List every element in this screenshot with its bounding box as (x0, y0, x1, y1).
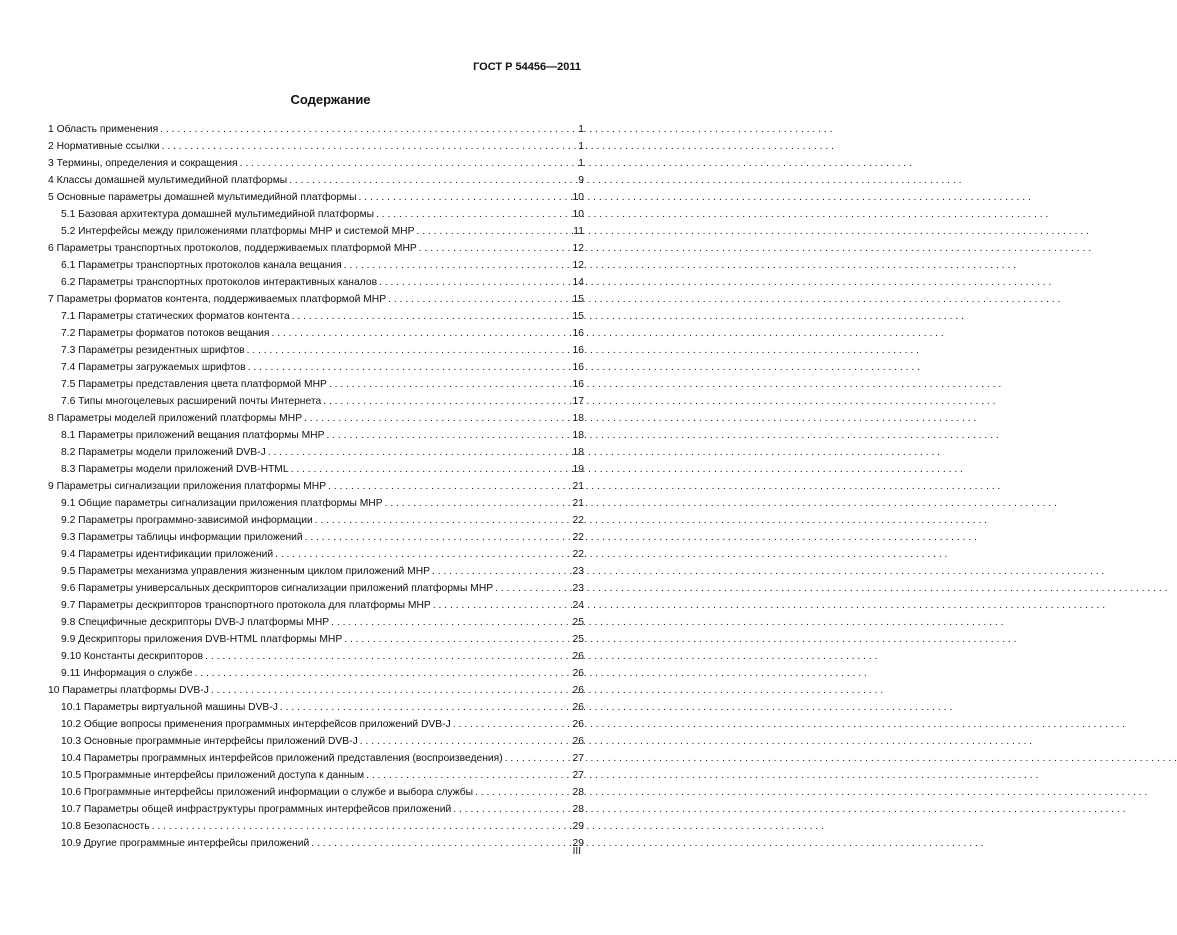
toc-entry-title: 8 Параметры моделей приложений платформы МНР (48, 413, 303, 424)
toc-dot-leader (432, 565, 571, 578)
toc-entry-title: 10.7 Параметры общей инфраструктуры программных интерфейсов приложений (61, 804, 452, 815)
toc-entry (48, 765, 584, 782)
toc-dot-leader (453, 718, 571, 731)
toc-entry-title: 7.2 Параметры форматов потоков вещания (61, 328, 270, 339)
toc-entry (48, 833, 584, 850)
toc-entry-title: 5.1 Базовая архитектура домашней мультимедийной платформы (61, 209, 375, 220)
toc-entry (48, 714, 584, 731)
toc-entry-title: 7.5 Параметры представления цвета платформой МНР (61, 379, 327, 390)
toc-dot-leader (160, 123, 572, 136)
toc-dot-leader (291, 463, 571, 476)
toc-entry-title: 6 Параметры транспортных протоколов, поддерживаемых платформой МНР (48, 243, 417, 254)
toc-entry-page: 18 (572, 447, 584, 458)
toc-dot-leader (268, 446, 571, 459)
toc-dot-leader (152, 820, 571, 833)
toc-entry-title: 10.2 Общие вопросы применения программных интерфейсов приложений DVB-J (61, 719, 451, 730)
toc-entry-page: 24 (572, 600, 584, 611)
toc-dot-leader (305, 531, 571, 544)
toc-entry-page: 17 (572, 396, 584, 407)
toc-dot-leader (211, 684, 571, 697)
toc-entry-title: 7.1 Параметры статических форматов контента (61, 311, 290, 322)
toc-entry-title: 8.3 Параметры модели приложений DVB-HTML (61, 464, 289, 475)
toc-entry-title: 9.6 Параметры универсальных дескрипторов сигнализации приложений платформы МНР (61, 583, 494, 594)
toc-dot-leader (359, 191, 571, 204)
toc-dot-leader (195, 667, 571, 680)
toc-entry (48, 459, 584, 476)
toc-dot-leader (433, 599, 571, 612)
toc-entry (48, 731, 584, 748)
toc-entry-title: 7 Параметры форматов контента, поддерживаемых платформой МНР (48, 294, 387, 305)
toc-dot-leader (275, 548, 570, 561)
toc-entry (48, 748, 584, 765)
toc-entry-title: 6.1 Параметры транспортных протоколов канала вещания (61, 260, 342, 271)
toc-entry (48, 153, 584, 170)
toc-entry-title: 6.2 Параметры транспортных протоколов интерактивных каналов (61, 277, 378, 288)
toc-entry-title: 7.3 Параметры резидентных шрифтов (61, 345, 245, 356)
toc-dot-leader (329, 378, 571, 391)
toc-dot-leader (205, 650, 570, 663)
toc-entry-page: 26 (572, 736, 584, 747)
toc-entry-page: 23 (572, 566, 584, 577)
toc-entry-page: 28 (572, 804, 584, 815)
toc-dot-leader (385, 497, 571, 510)
toc-entry (48, 680, 584, 697)
toc-entry-page: 10 (572, 209, 584, 220)
toc-entry (48, 476, 584, 493)
toc-dot-leader (376, 208, 570, 221)
toc-entry-title: 3 Термины, определения и сокращения (48, 158, 238, 169)
toc-entry (48, 272, 584, 289)
toc-entry (48, 612, 584, 629)
toc-dot-leader (360, 735, 571, 748)
toc-entry-page: 26 (572, 685, 584, 696)
toc-entry-page: 18 (572, 413, 584, 424)
toc-entry (48, 697, 584, 714)
toc-dot-leader (505, 752, 571, 765)
toc-entry (48, 544, 584, 561)
toc-entry (48, 357, 584, 374)
toc-entry (48, 374, 584, 391)
toc-entry-title: 9.8 Специфичные дескрипторы DVB-J платформы МНР (61, 617, 330, 628)
toc-entry (48, 170, 584, 187)
toc-entry-page: 21 (572, 481, 584, 492)
toc-entry (48, 510, 584, 527)
toc-entry (48, 340, 584, 357)
toc-entry-title: 10 Параметры платформы DVB-J (48, 685, 209, 696)
toc-entry-title: 1 Область применения (48, 124, 159, 135)
toc-entry (48, 221, 584, 238)
table-of-contents (48, 119, 584, 850)
toc-entry-title: 9.1 Общие параметры сигнализации приложения платформы МНР (61, 498, 383, 509)
toc-entry-page: 9 (578, 175, 584, 186)
toc-dot-leader (247, 344, 571, 357)
toc-entry-page: 1 (578, 141, 584, 152)
document-code: ГОСТ Р 54456—2011 (473, 61, 581, 73)
toc-entry (48, 425, 584, 442)
toc-entry (48, 578, 584, 595)
toc-entry (48, 136, 584, 153)
toc-entry-page: 29 (572, 821, 584, 832)
toc-entry (48, 816, 584, 833)
toc-dot-leader (315, 514, 571, 527)
toc-dot-leader (326, 429, 570, 442)
toc-entry (48, 187, 584, 204)
toc-dot-leader (388, 293, 570, 306)
toc-entry (48, 561, 584, 578)
toc-dot-leader (292, 310, 571, 323)
toc-dot-leader (323, 395, 570, 408)
toc-entry-page: 22 (572, 515, 584, 526)
toc-entry (48, 119, 584, 136)
toc-entry-page: 16 (572, 345, 584, 356)
toc-entry-page: 21 (572, 498, 584, 509)
toc-entry-page: 12 (572, 260, 584, 271)
toc-entry-title: 10.6 Программные интерфейсы приложений информации о службе и выбора службы (61, 787, 474, 798)
toc-entry-title: 5 Основные параметры домашней мультимедийной платформы (48, 192, 357, 203)
toc-entry-page: 27 (572, 753, 584, 764)
toc-entry-title: 7.6 Типы многоцелевых расширений почты Интернета (61, 396, 322, 407)
toc-dot-leader (240, 157, 572, 170)
toc-entry-page: 26 (572, 719, 584, 730)
toc-entry-page: 22 (572, 532, 584, 543)
page-title: Содержание (290, 92, 371, 107)
toc-entry-page: 16 (572, 379, 584, 390)
toc-entry-title: 9.4 Параметры идентификации приложений (61, 549, 274, 560)
toc-entry (48, 204, 584, 221)
toc-entry (48, 442, 584, 459)
toc-entry-title: 10.4 Параметры программных интерфейсов приложений представления (воспроизведения) (61, 753, 503, 764)
toc-entry-page: 26 (572, 668, 584, 679)
toc-entry-page: 12 (572, 243, 584, 254)
toc-dot-leader (280, 701, 571, 714)
toc-entry-title: 9.7 Параметры дескрипторов транспортного протокола для платформы МНР (61, 600, 431, 611)
toc-entry-page: 29 (572, 838, 584, 849)
toc-entry (48, 629, 584, 646)
toc-entry (48, 255, 584, 272)
toc-entry-page: 26 (572, 702, 584, 713)
toc-entry (48, 238, 584, 255)
toc-entry (48, 391, 584, 408)
toc-entry-page: 10 (572, 192, 584, 203)
toc-entry-page: 27 (572, 770, 584, 781)
toc-entry-title: 8.2 Параметры модели приложений DVB-J (61, 447, 266, 458)
toc-entry (48, 595, 584, 612)
toc-entry (48, 323, 584, 340)
toc-entry-page: 11 (573, 226, 584, 237)
toc-entry (48, 527, 584, 544)
toc-entry-title: 10.8 Безопасность (61, 821, 150, 832)
toc-dot-leader (416, 225, 571, 238)
toc-entry (48, 493, 584, 510)
toc-dot-leader (248, 361, 571, 374)
toc-entry (48, 782, 584, 799)
toc-entry-page: 25 (572, 634, 584, 645)
toc-entry-title: 9.3 Параметры таблицы информации приложений (61, 532, 303, 543)
toc-entry-title: 9.5 Параметры механизма управления жизненным циклом приложений МНР (61, 566, 430, 577)
toc-entry-page: 16 (572, 362, 584, 373)
toc-entry-title: 5.2 Интерфейсы между приложениями платформы МНР и системой МНР (61, 226, 415, 237)
toc-entry-page: 16 (572, 328, 584, 339)
toc-entry-title: 9 Параметры сигнализации приложения платформы МНР (48, 481, 327, 492)
toc-entry (48, 663, 584, 680)
toc-dot-leader (495, 582, 570, 595)
toc-dot-leader (162, 140, 572, 153)
toc-entry-page: 14 (572, 277, 584, 288)
toc-entry-page: 28 (572, 787, 584, 798)
toc-entry-title: 9.11 Информация о службе (61, 668, 193, 679)
toc-entry (48, 408, 584, 425)
toc-entry-title: 10.5 Программные интерфейсы приложений доступа к данным (61, 770, 365, 781)
toc-entry-page: 1 (578, 158, 584, 169)
toc-entry-page: 26 (572, 651, 584, 662)
toc-dot-leader (366, 769, 570, 782)
toc-dot-leader (289, 174, 572, 187)
toc-dot-leader (419, 242, 571, 255)
toc-dot-leader (304, 412, 570, 425)
toc-dot-leader (475, 786, 570, 799)
toc-dot-leader (271, 327, 570, 340)
toc-entry-page: 15 (572, 311, 584, 322)
toc-entry-title: 10.1 Параметры виртуальной машины DVB-J (61, 702, 278, 713)
toc-entry (48, 799, 584, 816)
toc-entry (48, 289, 584, 306)
toc-entry-page: 19 (572, 464, 584, 475)
toc-dot-leader (379, 276, 570, 289)
page-number: III (572, 846, 581, 857)
toc-entry (48, 646, 584, 663)
toc-dot-leader (344, 633, 570, 646)
toc-entry-page: 1 (578, 124, 584, 135)
toc-entry-title: 9.9 Дескрипторы приложения DVB-HTML платформы МНР (61, 634, 343, 645)
toc-entry-page: 15 (572, 294, 584, 305)
toc-dot-leader (344, 259, 571, 272)
toc-dot-leader (311, 837, 570, 850)
toc-entry-page: 22 (572, 549, 584, 560)
toc-dot-leader (331, 616, 570, 629)
toc-entry-title: 4 Классы домашней мультимедийной платформы (48, 175, 288, 186)
toc-dot-leader (453, 803, 570, 816)
toc-entry-title: 8.1 Параметры приложений вещания платформы МНР (61, 430, 325, 441)
toc-entry-title: 10.9 Другие программные интерфейсы приложений (61, 838, 310, 849)
toc-entry-title: 9.2 Параметры программно-зависимой информации (61, 515, 313, 526)
toc-entry-page: 25 (572, 617, 584, 628)
toc-dot-leader (328, 480, 570, 493)
toc-entry-page: 18 (572, 430, 584, 441)
toc-entry-title: 7.4 Параметры загружаемых шрифтов (61, 362, 246, 373)
toc-entry-title: 9.10 Константы дескрипторов (61, 651, 204, 662)
toc-entry-page: 23 (572, 583, 584, 594)
toc-entry-title: 10.3 Основные программные интерфейсы приложений DVB-J (61, 736, 358, 747)
toc-entry-title: 2 Нормативные ссылки (48, 141, 160, 152)
toc-entry (48, 306, 584, 323)
